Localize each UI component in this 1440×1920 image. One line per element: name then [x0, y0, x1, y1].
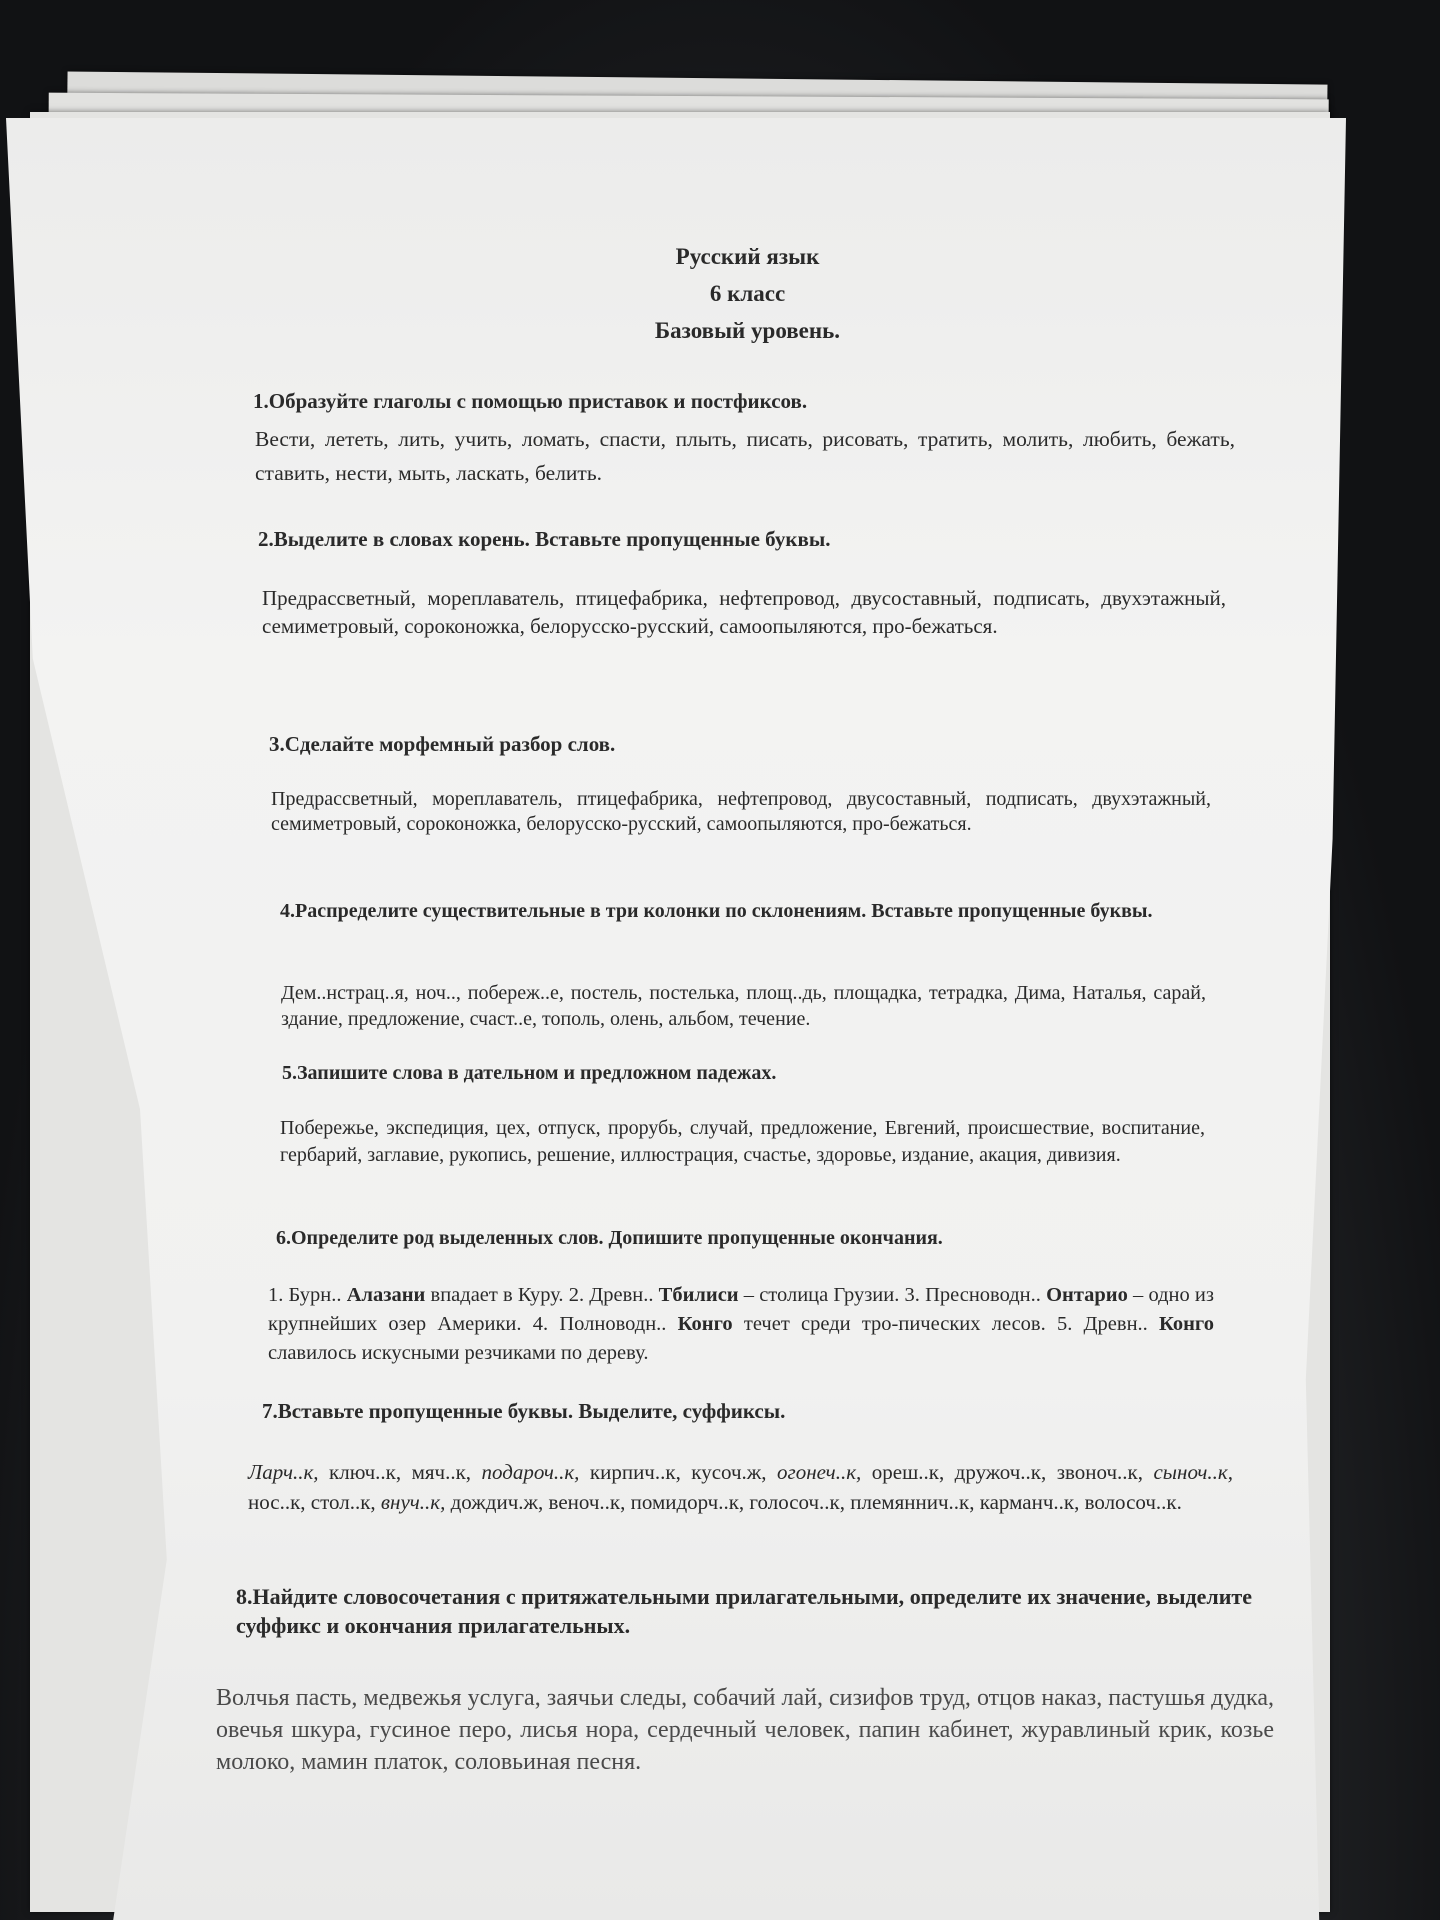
task-6-highlighted-word: Конго	[677, 1313, 733, 1335]
task-6-heading: 6.Определите род выделенных слов. Допишите пропущенные окончания.	[276, 1227, 943, 1249]
task-7-italic-word: Ларч..к,	[248, 1460, 319, 1484]
task-4-heading: 4.Распределите существительные в три колонки по склонениям. Вставьте пропущенные буквы.	[280, 900, 1153, 922]
task-3-heading: 3.Сделайте морфемный разбор слов.	[269, 732, 616, 756]
task-4-body: Дем..нстрац..я, ноч.., побереж..е, постель, постелька, площ..дь, площадка, тетрадка, Дима, Наталья, сарай, здание, предложение, счаст..е, тополь, олень, альбом, течение.	[281, 982, 1206, 1030]
task-6-text: – одно из крупнейших озер Америки. 4. Полноводн..	[268, 1284, 1214, 1335]
task-1-heading: 1.Образуйте глаголы с помощью приставок и постфиксов.	[253, 389, 808, 413]
document-subject: Русский язык	[675, 244, 820, 269]
task-8-body: Волчья пасть, медвежья услуга, заячьи следы, собачий лай, сизифов труд, отцов наказ, пастушья дудка, овечья шкура, гусиное перо, лисья нора, сердечный человек, папин кабинет, журавлиный крик, козье молоко, мамин платок, соловьиная песня.	[216, 1685, 1274, 1775]
task-3-body: Предрассветный, мореплаватель, птицефабрика, нефтепровод, двусоставный, подписать, двухэтажный, семиметровый, сороконожка, белорусско-русский, самоопыляются, про-бежаться.	[271, 788, 1211, 835]
task-7-heading: 7.Вставьте пропущенные буквы. Выделите, суффиксы.	[262, 1399, 786, 1423]
task-7-text: дождич.ж, веноч..к, помидорч..к, голосоч..к, племяннич..к, карманч..к, волосоч..к.	[445, 1490, 1182, 1514]
task-6-highlighted-word: Алазани	[346, 1284, 426, 1306]
task-6-body	[268, 1281, 1214, 1368]
document-grade: 6 класс	[709, 281, 786, 306]
task-7-italic-word: подароч..к,	[481, 1460, 580, 1484]
task-7-text: ореш..к, дружоч..к, звоноч..к,	[861, 1460, 1154, 1484]
task-2-heading: 2.Выделите в словах корень. Вставьте пропущенные буквы.	[258, 527, 831, 551]
task-6-highlighted-word: Конго	[1159, 1313, 1214, 1335]
task-2-body: Предрассветный, мореплаватель, птицефабрика, нефтепровод, двусоставный, подписать, двухэтажный, семиметровый, сороконожка, белорусско-русский, самоопыляются, про-бежаться.	[262, 586, 1226, 638]
document-level: Базовый уровень.	[654, 318, 841, 343]
task-6-text: впадает в Куру. 2. Древн..	[425, 1284, 659, 1306]
task-7-body	[248, 1457, 1233, 1517]
task-1-body: Вести, лететь, лить, учить, ломать, спасти, плыть, писать, рисовать, тратить, молить, любить, бежать, ставить, нести, мыть, ласкать, белить.	[255, 427, 1235, 485]
task-6-highlighted-word: Тбилиси	[658, 1284, 739, 1306]
task-7-italic-word: внуч..к,	[380, 1490, 446, 1514]
task-5-heading: 5.Запишите слова в дательном и предложном падежах.	[282, 1062, 777, 1084]
task-5-body: Побережье, экспедиция, цех, отпуск, прорубь, случай, предложение, Евгений, происшествие, воспитание, гербарий, заглавие, рукопись, решение, иллюстрация, счастье, здоровье, издание, акация, дивизия.	[280, 1117, 1205, 1166]
task-6-text: 1. Бурн..	[268, 1284, 347, 1306]
task-6-highlighted-word: Онтарио	[1046, 1284, 1128, 1306]
task-7-text: нос..к, стол..к,	[248, 1490, 381, 1514]
task-7-italic-word: сыноч..к,	[1153, 1460, 1233, 1484]
task-6-text: славилось искусными резчиками по дереву.	[268, 1342, 649, 1364]
task-6-text: течет среди тро-пических лесов. 5. Древн..	[732, 1313, 1160, 1335]
task-7-text: ключ..к, мяч..к,	[318, 1460, 482, 1484]
task-7-text: кирпич..к, кусоч.ж,	[579, 1460, 778, 1484]
task-6-text: – столица Грузии. 3. Пресноводн..	[738, 1284, 1047, 1306]
task-8-heading: 8.Найдите словосочетания с притяжательными прилагательными, определите их значение, выделите суффикс и окончания прилагательных.	[236, 1584, 1252, 1638]
task-7-italic-word: огонеч..к,	[777, 1460, 862, 1484]
